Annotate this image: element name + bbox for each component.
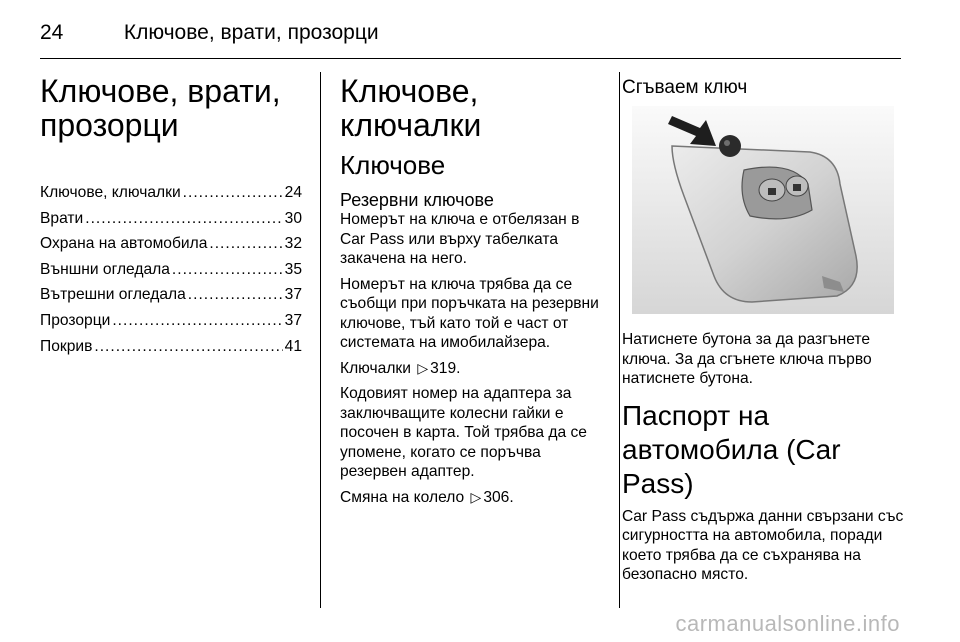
toc-leader <box>85 206 282 232</box>
toc-item[interactable] <box>40 257 302 283</box>
toc-item-label: Врати <box>40 209 84 227</box>
reference-text: Смяна на колело <box>340 488 465 506</box>
chapter-title: Ключове, врати, прозорци <box>40 73 281 143</box>
toc-item[interactable] <box>40 206 302 232</box>
toc-item-page: 32 <box>284 235 302 253</box>
arrow-reference-icon: ▷ <box>470 488 482 505</box>
toc-item-page: 35 <box>284 260 302 278</box>
folding-key-illustration <box>632 106 894 314</box>
paragraph-with-reference <box>340 359 602 379</box>
toc-leader <box>188 282 283 308</box>
toc-leader <box>112 308 282 334</box>
toc-item-label: Външни огледала <box>40 260 170 278</box>
page-number: 24 <box>40 21 64 44</box>
toc-leader <box>94 334 282 360</box>
running-title: Ключове, врати, прозорци <box>123 21 379 44</box>
toc-item-page: 30 <box>284 209 302 227</box>
page-header <box>40 18 379 48</box>
toc-leader <box>209 231 282 257</box>
toc-item[interactable] <box>40 282 302 308</box>
toc-item-page: 24 <box>284 184 302 201</box>
folding-key-title: Сгъваем ключ <box>622 77 748 98</box>
folding-key-column <box>622 74 907 591</box>
spare-keys-title: Резервни ключове <box>340 190 494 210</box>
column-divider-1 <box>320 72 321 608</box>
paragraph: Кодовият номер на адаптера за заключващите колесни гайки е посочен в карта. Той трябва да се упомене, когато се поръчва резервен адаптер. <box>340 385 587 480</box>
toc-item-label: Покрив <box>40 337 93 355</box>
column-divider-2 <box>619 72 620 608</box>
arrow-reference-icon: ▷ <box>417 359 429 376</box>
toc-item-label: Прозорци <box>40 311 111 329</box>
paragraph: Натиснете бутона за да разгънете ключа. За да сгънете ключа първо натиснете бутона. <box>622 331 872 387</box>
subsection-heading: Ключове <box>340 150 446 180</box>
toc-item[interactable] <box>40 231 302 257</box>
toc-item-page: 37 <box>284 286 302 304</box>
toc-item[interactable] <box>40 180 302 206</box>
toc-item-page: 37 <box>284 311 302 329</box>
toc-item-label: Ключове, ключалки <box>40 184 181 201</box>
reference-text: Ключалки <box>340 359 411 377</box>
toc-item[interactable] <box>40 308 302 334</box>
car-pass-heading: Паспорт на автомобила (Car Pass) <box>622 399 841 499</box>
toc-item-page: 41 <box>284 337 302 355</box>
paragraph-with-reference <box>340 488 602 508</box>
toc-item-label: Вътрешни огледала <box>40 286 186 304</box>
keys-column <box>340 74 602 513</box>
reference-page-link[interactable]: 306. <box>483 488 514 506</box>
header-rule <box>40 58 901 59</box>
paragraph: Номерът на ключа трябва да се съобщи при поръчката на резервни ключове, тъй като той е част от системата на имобилайзера. <box>340 275 599 351</box>
toc-item-label: Охрана на автомобила <box>40 235 208 253</box>
paragraph: Car Pass съдържа данни свързани със сигурността на автомобила, поради което трябва да се съхранява на безопасно място. <box>622 507 904 583</box>
toc-item[interactable] <box>40 334 302 360</box>
watermark: carmanualsonline.info <box>675 611 900 636</box>
toc-leader <box>172 257 283 283</box>
reference-page-link[interactable]: 319. <box>430 359 461 377</box>
toc-list <box>40 180 302 359</box>
section-heading: Ключове, ключалки <box>340 73 482 143</box>
toc-column <box>40 74 302 359</box>
toc-leader <box>183 180 283 206</box>
paragraph: Номерът на ключа е отбелязан в Car Pass или върху табелката закачена на него. <box>340 211 580 267</box>
